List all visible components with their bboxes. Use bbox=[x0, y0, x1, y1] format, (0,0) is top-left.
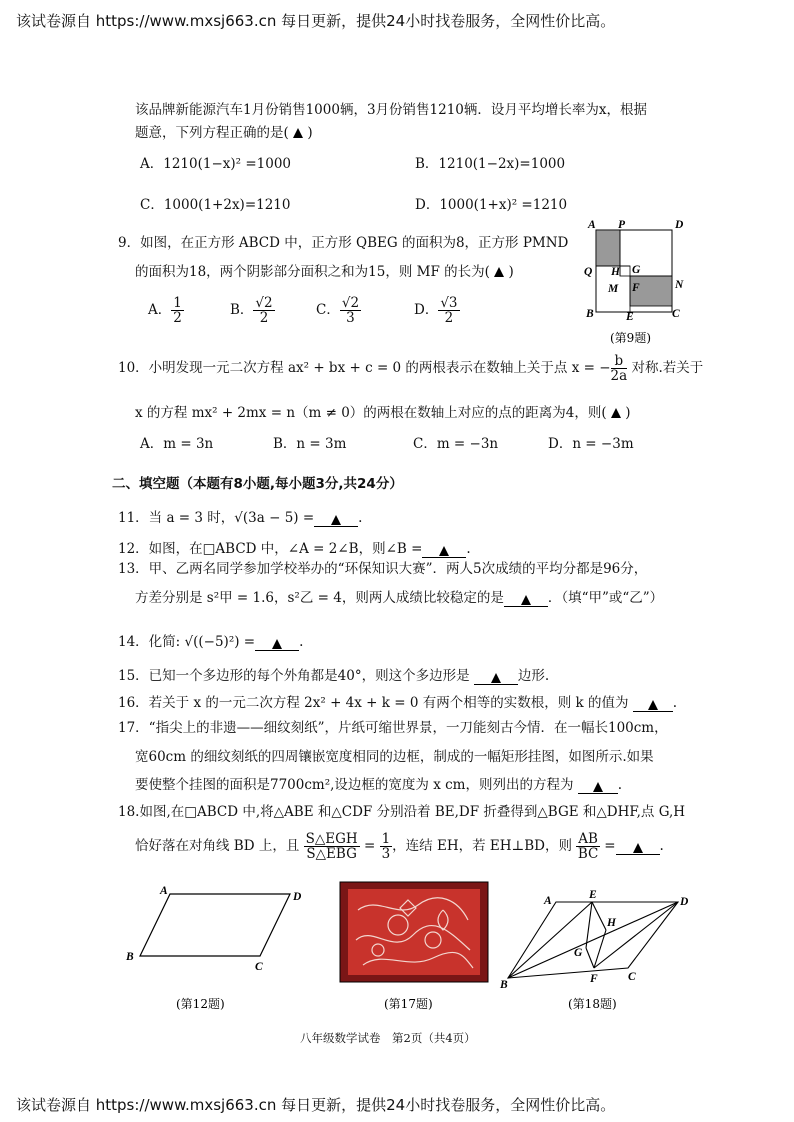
q9-label-q: Q bbox=[584, 266, 593, 278]
answer-triangle-icon bbox=[439, 546, 449, 556]
q12-label-b: B bbox=[126, 951, 134, 963]
q9-label-h: H bbox=[611, 266, 620, 278]
q12-label-d: D bbox=[293, 891, 302, 903]
q9-label-b: B bbox=[586, 308, 594, 320]
q9-label-d: D bbox=[675, 219, 684, 231]
q12-parallelogram-figure bbox=[118, 880, 318, 1015]
answer-triangle-icon bbox=[331, 515, 341, 525]
q9-label-p: P bbox=[618, 219, 626, 231]
q17-line3: 要使整个挂图的面积是7700cm²,设边框的宽度为 x cm，则列出的方程为 . bbox=[135, 777, 623, 793]
q18-label-c: C bbox=[628, 971, 636, 983]
section2-title: 二、填空题（本题有8小题,每小题3分,共24分） bbox=[112, 476, 403, 492]
q9-option-b: B． $\frac{√2}{2}$ bbox=[230, 295, 273, 327]
q17-line2: 宽60cm 的细纹刻纸的四周镶嵌宽度相同的边框，制成的一幅矩形挂图，如图所示.如果 bbox=[135, 749, 654, 765]
q9-line2: 的面积为18，两个阴影部分面积之和为15，则 MF 的长为( ) bbox=[135, 264, 514, 280]
q14: 14．化简: √((−5)²) = . bbox=[118, 634, 304, 650]
q9-option-a: A． $\frac{1}{2}$ bbox=[148, 295, 182, 327]
q17-caption: (第17题) bbox=[384, 997, 433, 1011]
q18-label-d: D bbox=[680, 896, 689, 908]
q8-option-c: C．1000(1+2x)=1210 bbox=[140, 197, 291, 213]
answer-triangle-icon bbox=[611, 408, 621, 418]
q8-text: 该品牌新能源汽车1月份销售1000辆，3月份销售1210辆．设月平均增长率为x，根据 bbox=[135, 102, 648, 118]
q10-line1: 10．小明发现一元二次方程 ax² + bx + c = 0 的两根表示在数轴上关于点 x = − $\frac{b}{2a}$ 对称.若关于 bbox=[118, 353, 704, 385]
q9-caption: (第9题) bbox=[610, 331, 651, 345]
q18-line1: 18.如图,在□ABCD 中,将△ABE 和△CDF 分别沿着 BE,DF 折叠得到△BGE 和△DHF,点 G,H bbox=[118, 804, 686, 820]
q10-option-b: B．n = 3m bbox=[273, 436, 347, 452]
q10-line2: x 的方程 mx² + 2mx = n（m ≠ 0）的两根在数轴上对应的点的距离为4，则( ) bbox=[135, 405, 631, 421]
q9-label-n: N bbox=[675, 279, 684, 291]
q18-label-b: B bbox=[500, 979, 508, 991]
answer-triangle-icon bbox=[272, 639, 282, 649]
q18-fold-figure bbox=[498, 880, 698, 1015]
q12-label-c: C bbox=[255, 961, 263, 973]
q11: 11．当 a = 3 时，√(3a − 5) = . bbox=[118, 510, 363, 526]
answer-triangle-icon bbox=[494, 267, 504, 277]
q9-label-f: F bbox=[632, 282, 640, 294]
q9-option-d: D． $\frac{√3}{2}$ bbox=[414, 295, 458, 327]
q13-line2: 方差分别是 s²甲 = 1.6，s²乙 = 4，则两人成绩比较稳定的是 ．（填“甲”或“乙”） bbox=[135, 590, 664, 606]
answer-triangle-icon bbox=[593, 782, 603, 792]
q9-label-e: E bbox=[626, 311, 634, 323]
answer-triangle-icon bbox=[633, 843, 643, 853]
q8-option-d: D．1000(1+x)² =1210 bbox=[415, 197, 568, 213]
q8-text2: 题意，下列方程正确的是( ) bbox=[135, 125, 313, 141]
q8-option-b: B．1210(1−2x)=1000 bbox=[415, 156, 566, 172]
q18-label-a: A bbox=[544, 895, 552, 907]
q18-label-e: E bbox=[589, 889, 597, 901]
bottom-banner: 该试卷源自 https://www.mxsj663.cn 每日更新，提供24小时找卷服务，全网性价比高。 bbox=[16, 1096, 616, 1114]
q12: 12．如图，在□ABCD 中，∠A = 2∠B，则∠B = . bbox=[118, 541, 471, 557]
q9-square-figure bbox=[578, 216, 690, 348]
q9-label-m: M bbox=[608, 283, 619, 295]
answer-triangle-icon bbox=[521, 595, 531, 605]
q9-line1: 9．如图，在正方形 ABCD 中，正方形 QBEG 的面积为8，正方形 PMND bbox=[118, 235, 569, 251]
q10-option-c: C．m = −3n bbox=[413, 436, 499, 452]
q18-label-g: G bbox=[574, 947, 583, 959]
q17-line1: 17．“指尖上的非遗——细纹刻纸”，片纸可缩世界景，一刀能刻古今情．在一幅长100cm， bbox=[118, 720, 668, 736]
q9-label-g: G bbox=[632, 264, 641, 276]
q8-option-a: A．1210(1−x)² =1000 bbox=[140, 156, 292, 172]
q18-label-h: H bbox=[607, 917, 616, 929]
q12-label-a: A bbox=[160, 885, 168, 897]
q10-option-a: A．m = 3n bbox=[140, 436, 214, 452]
q12-caption: (第12题) bbox=[176, 997, 225, 1011]
answer-triangle-icon bbox=[648, 700, 658, 710]
q9-option-c: C． $\frac{√2}{3}$ bbox=[316, 295, 360, 327]
q18-line2: 恰好落在对角线 BD 上，且 $\frac{\text{S△EGH}}{\text{S△EBG}}$ = $\frac{1}{3}$ ，连结 EH，若 EH⊥BD，则 $\frac{AB}{BC}$ = . bbox=[135, 831, 664, 863]
page-footer: 八年级数学试卷 第2页（共4页） bbox=[300, 1031, 476, 1045]
q9-label-a: A bbox=[588, 219, 596, 231]
q18-label-f: F bbox=[590, 973, 598, 985]
q18-caption: (第18题) bbox=[568, 997, 617, 1011]
q16: 16．若关于 x 的一元二次方程 2x² + 4x + k = 0 有两个相等的实数根，则 k 的值为 . bbox=[118, 695, 678, 711]
q15: 15．已知一个多边形的每个外角都是40°，则这个多边形是 边形. bbox=[118, 668, 550, 684]
q9-label-c: C bbox=[672, 308, 680, 320]
q10-option-d: D．n = −3m bbox=[548, 436, 634, 452]
top-banner: 该试卷源自 https://www.mxsj663.cn 每日更新，提供24小时找卷服务，全网性价比高。 bbox=[16, 12, 616, 30]
answer-triangle-icon bbox=[491, 673, 501, 683]
answer-triangle-icon bbox=[293, 128, 303, 138]
q13-line1: 13．甲、乙两名同学参加学校举办的“环保知识大赛”．两人5次成绩的平均分都是96分， bbox=[118, 561, 648, 577]
q17-papercut-figure bbox=[338, 880, 490, 1015]
